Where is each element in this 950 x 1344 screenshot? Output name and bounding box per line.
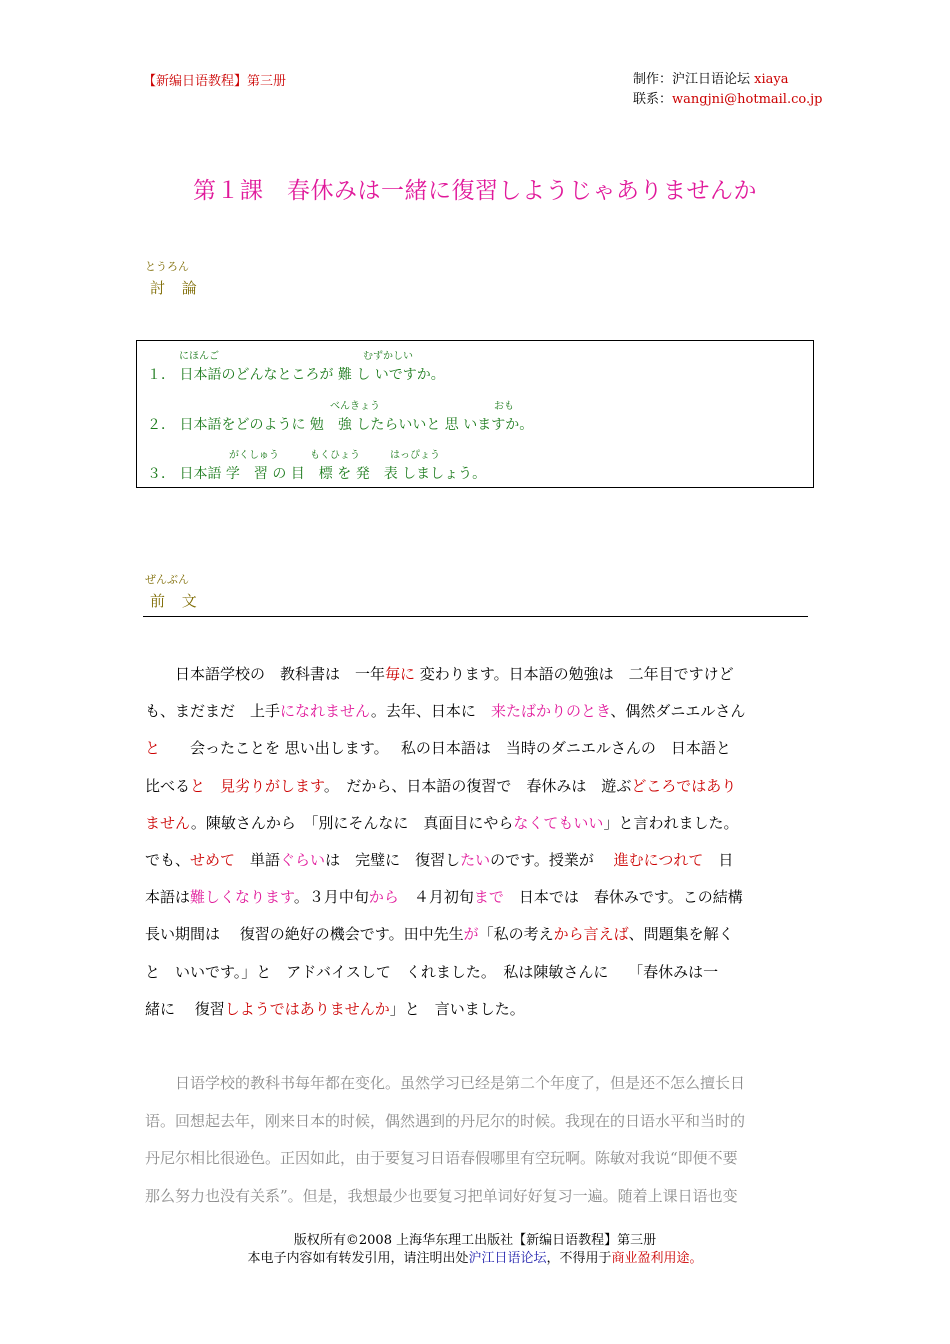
question-3-ruby-1: がくしゅう <box>229 450 279 461</box>
passage-text: 変わります。日本語の勉強は 二年目ですけど <box>415 665 734 683</box>
highlighted-grammar: 進むにつれて <box>613 851 704 869</box>
passage-text: でも、 <box>145 851 191 869</box>
passage-text: 緒に 復習 <box>145 999 225 1018</box>
highlighted-grammar: 来たばかりのとき <box>490 702 611 721</box>
question-3-ruby-3: はっぴょう <box>390 450 440 461</box>
highlighted-grammar: まで <box>473 888 504 907</box>
japanese-line <box>145 923 810 945</box>
japanese-line <box>145 737 810 759</box>
passage-text: 日本語学校の 教科書は 一年 <box>145 665 386 683</box>
translation-line: 日语学校的教科书每年都在变化。虽然学习已经是第二个年度了，但是还不怎么擅长日 <box>145 1074 746 1092</box>
highlighted-grammar: 毎に <box>385 665 416 683</box>
footer-notice <box>0 1247 950 1266</box>
highlighted-grammar: から <box>368 888 399 907</box>
passage-text: ４月初旬 <box>398 888 474 907</box>
highlighted-grammar: と <box>190 776 206 795</box>
highlighted-grammar: せめて <box>190 851 236 869</box>
zenbun-heading: 前 文 <box>150 592 203 610</box>
zenbun-divider <box>143 616 808 617</box>
passage-text: 長い期間は 復習の絶好の機会です。田中先生 <box>145 925 464 944</box>
footer-copyright: 版权所有©2008 上海华东理工出版社【新编日语教程】第三册 <box>293 1233 657 1248</box>
highlighted-grammar: しようではありませんか <box>224 999 390 1018</box>
footer-notice-text: 本电子内容如有转发引用，请注明出处 <box>247 1251 469 1266</box>
discussion-box <box>136 340 814 488</box>
lesson-title: 第１課 春休みは一緒に復習しようじゃありませんか <box>193 178 757 204</box>
passage-text: 会ったことを 思い出します。 私の日本語は 当時のダニエルさんの 日本語と <box>160 739 731 758</box>
japanese-line <box>145 775 810 797</box>
passage-text: 」と言われました。 <box>603 813 739 832</box>
credit-author: xiaya <box>754 72 789 87</box>
passage-text: 「私の考え <box>478 925 554 944</box>
japanese-line <box>145 812 810 834</box>
japanese-line <box>145 886 810 908</box>
question-2-ruby-1: べんきょう <box>330 401 380 412</box>
question-3: ３． 日本語 学 習 の 目 標 を 発 表 しましょう。 <box>147 466 487 482</box>
passage-text: 、偶然ダニエルさん <box>610 702 746 721</box>
passage-text: 。陳敏さんから 「別にそんなに 真面目にやら <box>190 813 514 832</box>
highlighted-grammar: ません <box>145 813 191 832</box>
passage-text: も、まだまだ 上手 <box>145 702 281 721</box>
passage-text: と いいです。」と アドバイスして くれました。 私は陳敏さんに 「春休みは一 <box>145 962 719 981</box>
question-3-ruby-2: もくひょう <box>310 450 360 461</box>
question-1: １． 日本語のどんなところが 難 し いですか。 <box>147 367 445 383</box>
discussion-ruby: とうろん <box>145 260 189 273</box>
question-2-ruby-2: おも <box>494 401 514 412</box>
discussion-heading: 討 論 <box>150 279 203 297</box>
header-left: 【新编日语教程】第三册 <box>143 74 287 89</box>
japanese-line <box>145 700 810 722</box>
highlighted-grammar: になれません <box>280 702 371 721</box>
header-credit <box>633 70 822 90</box>
passage-text: 日本では 春休みです。この結構 <box>503 888 743 907</box>
footer-commercial-note: 商业盈利用途。 <box>611 1251 703 1266</box>
japanese-line <box>145 961 810 983</box>
passage-text: は 完璧に 復習し <box>325 851 461 869</box>
highlighted-grammar: 難しくなります <box>190 888 294 907</box>
highlighted-grammar: 見劣りがします <box>220 776 324 795</box>
japanese-line <box>145 663 810 685</box>
highlighted-grammar: ぐらい <box>280 851 326 869</box>
passage-text <box>205 777 220 795</box>
highlighted-grammar: なくてもいい <box>513 813 604 832</box>
contact-email[interactable]: wangjni@hotmail.co.jp <box>672 92 823 107</box>
highlighted-grammar: と <box>145 739 161 758</box>
passage-text: のです。授業が <box>490 851 614 869</box>
highlighted-grammar: どころではあり <box>631 776 737 795</box>
footer-forum-link[interactable]: 沪江日语论坛 <box>468 1251 547 1266</box>
highlighted-grammar: たい <box>460 851 491 869</box>
question-2: ２． 日本語をどのように 勉 強 したらいいと 思 いますか。 <box>147 417 534 433</box>
japanese-line <box>145 849 810 871</box>
highlighted-grammar: から言えば <box>553 925 629 944</box>
highlighted-grammar: が <box>463 925 479 944</box>
passage-text: 」と 言いました。 <box>389 999 525 1018</box>
passage-text: 本語は <box>145 888 191 907</box>
question-1-ruby-1: にほんご <box>179 351 219 362</box>
translation-line: 丹尼尔相比很逊色。正因如此，由于要复习日语春假哪里有空玩啊。陈敏对我说“即便不要 <box>145 1149 738 1167</box>
japanese-line <box>145 998 810 1020</box>
passage-text: 比べる <box>145 776 191 795</box>
header-right <box>633 70 822 110</box>
passage-text: 日 <box>703 851 734 869</box>
passage-text: 単語 <box>235 851 281 869</box>
translation-line: 语。回想起去年，刚来日本的时候，偶然遇到的丹尼尔的时候。我现在的日语水平和当时的 <box>145 1111 746 1130</box>
passage-text: 。去年、日本に <box>370 702 491 721</box>
credit-label: 制作：沪江日语论坛 <box>633 72 755 87</box>
header-contact <box>633 90 822 110</box>
zenbun-ruby: ぜんぶん <box>145 573 189 586</box>
translation-line: 那么努力也没有关系”。但是，我想最少也要复习把单词好好复习一遍。随着上课日语也变 <box>145 1186 738 1205</box>
question-1-ruby-2: むずかしい <box>363 351 413 362</box>
passage-text: 。３月中旬 <box>293 888 369 907</box>
contact-label: 联系： <box>633 92 673 107</box>
footer-notice-text-2: ，不得用于 <box>546 1251 612 1266</box>
passage-text: 、問題集を解く <box>628 925 734 944</box>
passage-text: 。 だから、日本語の復習で 春休みは 遊ぶ <box>323 776 632 795</box>
